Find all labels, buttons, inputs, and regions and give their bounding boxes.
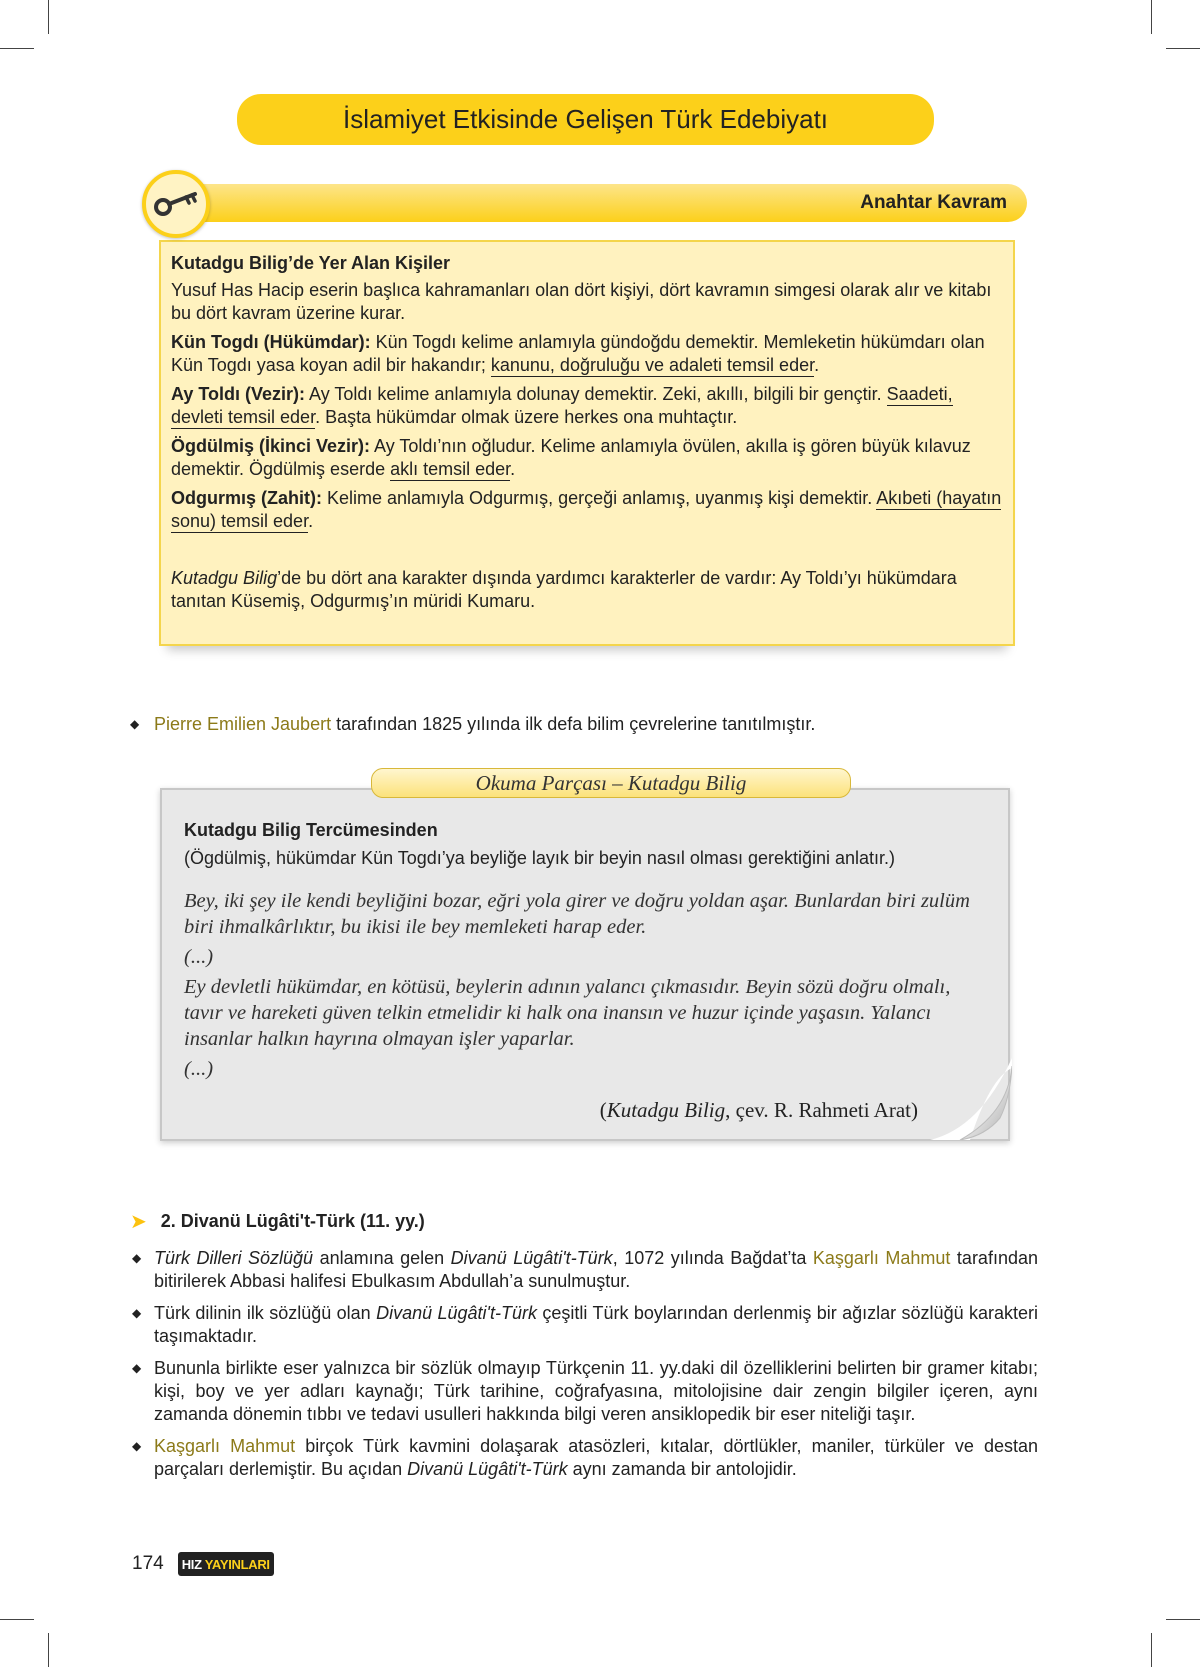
- key-badge: [142, 170, 210, 238]
- page-title-text: İslamiyet Etkisinde Gelişen Türk Edebiyatı: [342, 104, 829, 134]
- key-icon: [153, 189, 199, 219]
- concept-note: Kutadgu Bilig’de bu dört ana karakter dışında yardımcı karakterler de vardır: Ay Toldı’yı hükümdara tanıtan Küsemiş, Odgurmış’ın müridi Kumaru.: [171, 568, 957, 611]
- reading-line: Bey, iki şey ile kendi beyliğini bozar, eğri yola girer ve doğru yoldan aşar. Bunlardan biri zulüm biri ihmalkârlıktır, bu ikisi ile bey memleketi harap eder.: [184, 890, 970, 938]
- arrow-icon: ➤: [130, 1211, 147, 1233]
- concept-intro: Yusuf Has Hacip eserin başlıca kahramanları olan dört kişiyi, dört kavramın simgesi olarak alır ve kitabı bu dört kavram üzerine kurar.: [171, 280, 992, 323]
- crop-mark: [1166, 1619, 1200, 1620]
- reading-tab: Okuma Parçası – Kutadgu Bilig: [371, 768, 851, 798]
- diamond-bullet-icon: ◆: [132, 1439, 142, 1453]
- list-item: ◆ Bununla birlikte eser yalnızca bir sözlük olmayıp Türkçenin 11. yy.daki dil özelliklerini belirten bir gramer kitabı; kişi, boy ve yer adları kaynağı; Türk tarihine, coğrafyasına, mitolojisine dair zengin bilgiler içeren, aynı zamanda dönemin tıbbı ve tedavi usulleri hakkında bilgi veren ansiklopedik bir eser niteliği taşır.: [132, 1358, 1038, 1424]
- crop-mark: [1151, 0, 1152, 34]
- reading-line: (...): [184, 946, 214, 968]
- list-item: ◆ Kaşgarlı Mahmut birçok Türk kavmini dolaşarak atasözleri, kıtalar, dörtlükler, maniler, türküler ve destan parçaları derlemiştir. Bu açıdan Divanü Lügâti't-Türk aynı zamanda bir antolojidir.: [132, 1436, 1038, 1479]
- diamond-bullet-icon: ◆: [132, 1251, 142, 1265]
- page-title: [237, 94, 934, 145]
- key-concept-box: [159, 240, 1015, 646]
- list-item: ◆ Türk dilinin ilk sözlüğü olan Divanü Lügâti't-Türk çeşitli Türk boylarından derlenmiş bir ağızlar sözlüğü karakteri taşımaktadır.: [132, 1303, 1039, 1346]
- page-number: 174: [132, 1553, 164, 1574]
- page-curl-icon: [930, 1058, 1012, 1140]
- key-concept-label: Anahtar Kavram: [860, 192, 1007, 213]
- reading-title: Kutadgu Bilig Tercümesinden: [184, 820, 438, 840]
- reading-line: (...): [184, 1058, 214, 1080]
- crop-mark: [0, 1619, 34, 1620]
- diamond-bullet-icon: ◆: [132, 1361, 142, 1375]
- diamond-bullet-icon: ◆: [130, 717, 140, 731]
- concept-heading: Kutadgu Bilig’de Yer Alan Kişiler: [171, 253, 451, 273]
- page-footer: [132, 1552, 274, 1576]
- crop-mark: [48, 1633, 49, 1667]
- crop-mark: [1166, 48, 1200, 49]
- character-entry: Kün Togdı (Hükümdar): Kün Togdı kelime anlamıyla gündoğdu demektir. Memleketin hükümdarı olan Kün Togdı yasa koyan adil bir hakandır; kanunu, doğruluğu ve adaleti temsil eder.: [171, 332, 985, 375]
- section-heading: [130, 1209, 425, 1234]
- publisher-logo: HIZ YAYINLARI: [178, 1552, 274, 1576]
- diamond-bullet-icon: ◆: [132, 1306, 142, 1320]
- reading-subtitle: (Ögdülmiş, hükümdar Kün Togdı’ya beyliğe layık bir beyin nasıl olması gerektiğini anlatır.): [184, 848, 896, 868]
- crop-mark: [48, 0, 49, 34]
- list-item: ◆ Türk Dilleri Sözlüğü anlamına gelen Divanü Lügâti't-Türk, 1072 yılında Bağdat’ta Kaşgarlı Mahmut tarafından bitirilerek Abbasi halifesi Ebulkasım Abdullah’a sunulmuştur.: [132, 1248, 1038, 1291]
- section-bullets: [130, 1247, 1038, 1490]
- character-entry: Odgurmış (Zahit): Kelime anlamıyla Odgurmış, gerçeği anlamış, uyanmış kişi demektir. Akıbeti (hayatın sonu) temsil eder.: [171, 488, 1002, 531]
- key-concept-bar: [185, 184, 1027, 222]
- crop-mark: [0, 48, 34, 49]
- crop-mark: [1151, 1633, 1152, 1667]
- reading-text: [184, 888, 994, 1082]
- reading-content: [184, 818, 994, 1082]
- section-heading-text: 2. Divanü Lügâti't-Türk (11. yy.): [160, 1211, 425, 1231]
- character-entry: Ögdülmiş (İkinci Vezir): Ay Toldı’nın oğludur. Kelime anlamıyla övülen, akılla iş gören büyük kılavuz demektir. Ögdülmiş eserde aklı temsil eder.: [171, 436, 971, 479]
- jaubert-bullet: ◆ Pierre Emilien Jaubert tarafından 1825 yılında ilk defa bilim çevrelerine tanıtılmıştır.: [130, 714, 816, 734]
- character-entry: Ay Toldı (Vezir): Ay Toldı kelime anlamıyla dolunay demektir. Zeki, akıllı, bilgili bir gençtir. Saadeti, devleti temsil eder. Başta hükümdar olmak üzere herkes ona muhtaçtır.: [171, 384, 953, 427]
- reading-source: (Kutadgu Bilig, çev. R. Rahmeti Arat): [599, 1098, 918, 1122]
- reading-line: Ey devletli hükümdar, en kötüsü, beylerin adının yalancı çıkmasıdır. Beyin sözü doğru olmalı, tavır ve hareketi güven telkin etmelidir ki halk ona inansın ve huzur içinde yaşasın. Yalancı insanlar halkın hayrına olmayan işler yaparlar.: [184, 976, 951, 1050]
